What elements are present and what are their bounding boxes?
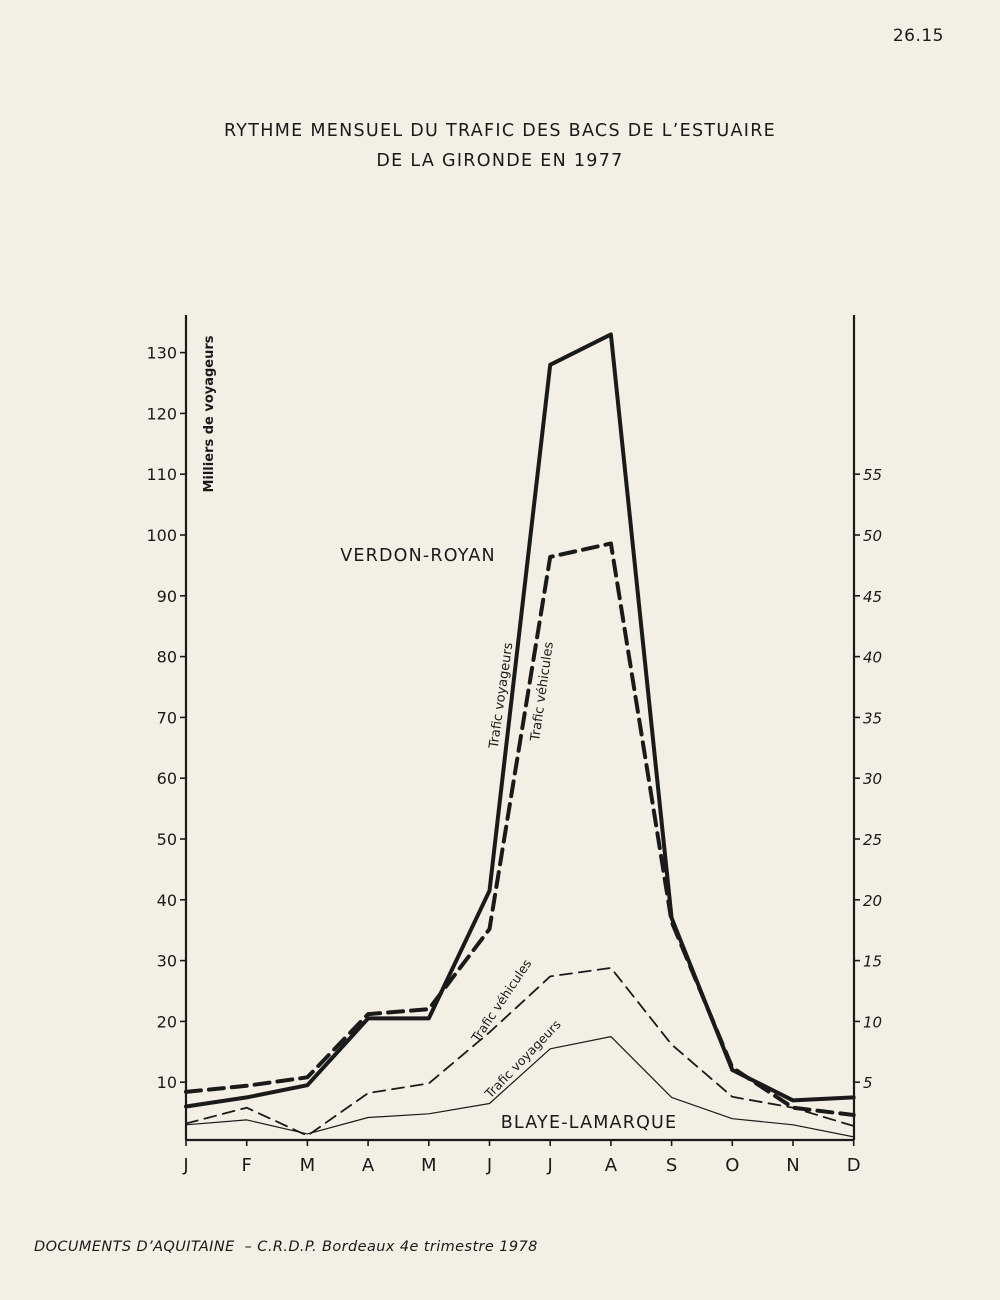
- x-tick-label: J: [183, 1155, 189, 1176]
- series-label-verdon-voyageurs: Trafic voyageurs: [486, 641, 517, 750]
- y-tick-label-right: 20: [863, 891, 883, 910]
- page-number: 26.15: [892, 26, 944, 46]
- x-tick-label: J: [486, 1155, 493, 1176]
- footer-credit: [34, 1239, 538, 1255]
- y-tick-label-right: 45: [863, 587, 883, 606]
- footer-publication: DOCUMENTS D’AQUITAINE: [34, 1239, 235, 1255]
- series-label-blaye-voyageurs: Trafic voyageurs: [481, 1016, 564, 1101]
- x-tick-label: M: [299, 1155, 316, 1176]
- y-tick-label-right: 10: [863, 1013, 883, 1032]
- x-tick-label: O: [725, 1155, 740, 1176]
- chart-title-line-2: DE LA GIRONDE EN 1977: [376, 151, 624, 172]
- y-axis-title: Milliers de voyageurs: [202, 335, 217, 493]
- x-tick-label: S: [665, 1155, 678, 1176]
- y-tick-label-left: 110: [146, 465, 177, 485]
- y-tick-label-right: 40: [863, 648, 883, 667]
- y-tick-label-left: 40: [156, 890, 177, 910]
- y-tick-label-left: 130: [146, 343, 177, 363]
- y-tick-label-left: 70: [156, 708, 177, 728]
- series-label-blaye-vehicules: Trafic véhicules: [468, 956, 535, 1045]
- y-tick-label-left: 120: [146, 404, 177, 424]
- footer-source: – C.R.D.P. Bordeaux 4e trimestre 1978: [244, 1239, 538, 1255]
- y-tick-label-right: 55: [863, 466, 883, 485]
- x-tick-label: M: [421, 1155, 437, 1176]
- group-label-blaye-lamarque: BLAYE-LAMARQUE: [500, 1113, 678, 1133]
- y-tick-label-left: 50: [156, 830, 177, 849]
- y-tick-label-left: 80: [156, 647, 177, 667]
- y-tick-label-left: 100: [146, 526, 177, 545]
- y-tick-label-right: 15: [863, 952, 883, 971]
- y-tick-label-left: 30: [156, 951, 177, 971]
- y-tick-label-left: 60: [156, 769, 177, 789]
- group-label-verdon-royan: VERDON-ROYAN: [340, 546, 496, 566]
- y-tick-label-left: 20: [156, 1012, 177, 1032]
- y-tick-label-right: 50: [863, 527, 883, 545]
- x-tick-label: A: [604, 1155, 618, 1176]
- x-tick-label: J: [547, 1155, 553, 1176]
- x-tick-label: D: [846, 1155, 861, 1176]
- y-tick-label-left: 10: [156, 1073, 177, 1093]
- series-label-verdon-vehicules: Trafic véhicules: [528, 640, 557, 743]
- chart-title-line-1: RYTHME MENSUEL DU TRAFIC DES BACS DE L’ESTUAIRE: [223, 121, 777, 141]
- y-tick-label-right: 5: [863, 1074, 873, 1093]
- y-tick-label-right: 25: [863, 831, 883, 849]
- x-tick-label: F: [241, 1155, 252, 1176]
- x-tick-label: N: [786, 1155, 800, 1176]
- y-tick-label-right: 35: [863, 709, 883, 728]
- x-tick-label: A: [361, 1155, 375, 1176]
- series-line-0: [186, 334, 854, 1106]
- y-tick-label-right: 30: [863, 770, 883, 789]
- y-tick-label-left: 90: [156, 586, 177, 606]
